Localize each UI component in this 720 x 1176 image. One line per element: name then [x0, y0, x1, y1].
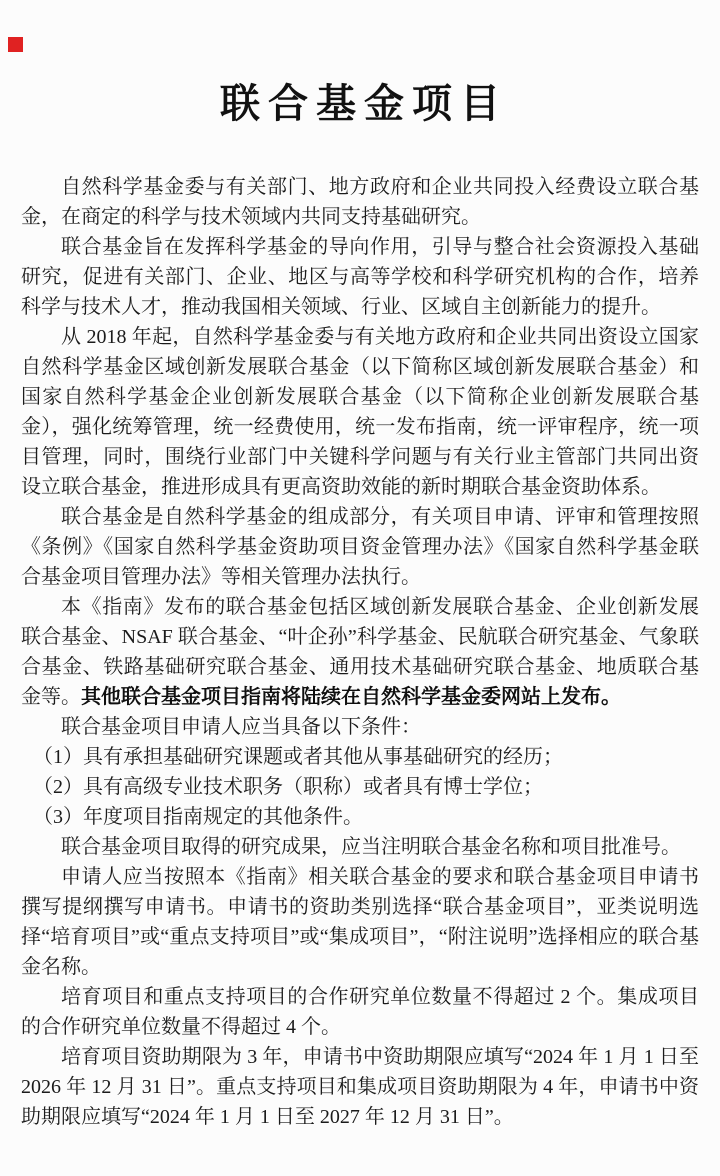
text-segment: （1）具有承担基础研究课题或者其他从事基础研究的经历； — [33, 746, 563, 768]
text-segment: 申请人应当按照本《指南》相关联合基金的要求和联合基金项目申请书撰写提纲撰写申请书。申请书的资助类别选择“联合基金项目”，亚类说明选择“培育项目”或“重点支持项目”或“集成项目”，“附注说明”选择相应的联合基金名称。 — [21, 866, 699, 978]
text-segment: 联合基金旨在发挥科学基金的导向作用，引导与整合社会资源投入基础研究，促进有关部门、企业、地区与高等学校和科学研究机构的合作，培养科学与技术人才，推动我国相关领域、行业、区域自主创新能力的提升。 — [21, 236, 699, 318]
red-square-indicator — [8, 37, 23, 52]
body-paragraph — [21, 592, 699, 712]
bold-sentence: 其他联合基金项目指南将陆续在自然科学基金委网站上发布。 — [81, 686, 621, 708]
text-segment: 本《指南》发布的联合基金包括区域创新发展联合基金、企业创新发展联合基金、NSAF 联合基金、“叶企孙”科学基金、民航联合研究基金、气象联合基金、铁路基础研究联合基金、通用技术基础研究联合基金、地质联合基金等。 — [21, 596, 699, 708]
text-segment: 自然科学基金委与有关部门、地方政府和企业共同投入经费设立联合基金，在商定的科学与技术领域内共同支持基础研究。 — [21, 176, 699, 228]
body-paragraph — [21, 232, 699, 322]
body-paragraph — [21, 502, 699, 592]
text-segment: 联合基金项目取得的研究成果，应当注明联合基金名称和项目批准号。 — [61, 836, 681, 858]
list-item-paragraph — [21, 742, 699, 772]
page-title: 联合基金项目 — [220, 81, 508, 126]
text-segment: 联合基金是自然科学基金的组成部分，有关项目申请、评审和管理按照《条例》《国家自然科学基金资助项目资金管理办法》《国家自然科学基金联合基金项目管理办法》等相关管理办法执行。 — [21, 506, 699, 588]
body-paragraph — [21, 832, 699, 862]
text-segment: 联合基金项目申请人应当具备以下条件： — [61, 716, 421, 738]
list-item-paragraph — [21, 772, 699, 802]
body-paragraph — [21, 982, 699, 1042]
text-segment: （3）年度项目指南规定的其他条件。 — [33, 806, 363, 828]
body-paragraph — [21, 322, 699, 502]
text-segment: （2）具有高级专业技术职务（职称）或者具有博士学位； — [33, 776, 543, 798]
body-paragraph — [21, 862, 699, 982]
list-item-paragraph — [21, 802, 699, 832]
text-segment: 从 2018 年起，自然科学基金委与有关地方政府和企业共同出资设立国家自然科学基金区域创新发展联合基金（以下简称区域创新发展联合基金）和国家自然科学基金企业创新发展联合基金（以下简称企业创新发展联合基金），强化统筹管理，统一经费使用，统一发布指南，统一评审程序，统一项目管理，同时，围绕行业部门中关键科学问题与有关行业主管部门共同出资设立联合基金，推进形成具有更高资助效能的新时期联合基金资助体系。 — [21, 326, 699, 498]
body-paragraph — [21, 712, 699, 742]
body-paragraph — [21, 1042, 699, 1132]
body-paragraph — [21, 172, 699, 232]
text-segment: 培育项目资助期限为 3 年，申请书中资助期限应填写“2024 年 1 月 1 日至 2026 年 12 月 31 日”。重点支持项目和集成项目资助期限为 4 年，申请书中资助期限应填写“2024 年 1 月 1 日至 2027 年 12 月 31 日”。 — [21, 1046, 699, 1128]
text-segment: 培育项目和重点支持项目的合作研究单位数量不得超过 2 个。集成项目的合作研究单位数量不得超过 4 个。 — [21, 986, 699, 1038]
document-body — [21, 172, 699, 1132]
